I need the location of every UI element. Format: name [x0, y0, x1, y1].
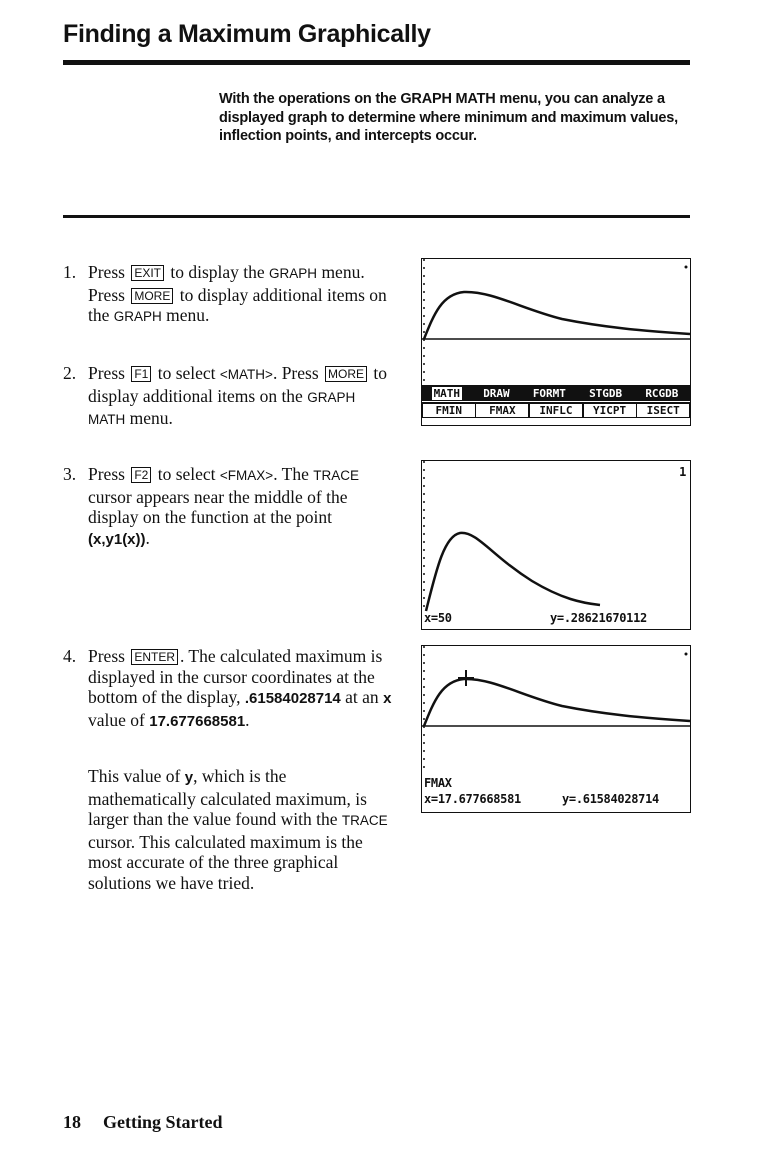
point-notation: (x,y1(x)) [88, 530, 146, 548]
x-value: 17.677668581 [149, 712, 246, 730]
intro-text: With the operations on the GRAPH MATH menu, you can analyze a displayed graph to determine where minimum and maximum values, inflection points, and intercepts occur. [219, 91, 678, 144]
page-footer [63, 1112, 222, 1133]
cursor-y-readout: y=.61584028714 [562, 792, 659, 806]
menu-item-rcgdb[interactable]: RCGDB [645, 386, 679, 400]
menu-item-name: <MATH> [219, 367, 273, 382]
step-text: to display the [170, 262, 265, 282]
menu-item-inflc[interactable]: INFLC [530, 404, 582, 417]
step-text: to display additional items on the [88, 284, 387, 325]
step-2 [63, 363, 393, 431]
menu-name: GRAPH [113, 309, 162, 324]
menu-item-stgdb[interactable]: STGDB [589, 386, 623, 400]
step-text: . [245, 709, 250, 730]
step-text: Press [88, 464, 125, 484]
menu-item-fmax[interactable]: FMAX [476, 404, 528, 417]
f1-key: F1 [131, 366, 151, 382]
step-text: Press [88, 646, 125, 666]
calculator-screen-graph-menu [421, 258, 691, 426]
cursor-x-readout: x=50 [424, 611, 452, 625]
menu-name: GRAPH MATH [88, 389, 356, 427]
menu-name: GRAPH [269, 266, 318, 281]
step-4 [63, 646, 393, 732]
menu-item-math[interactable]: MATH [433, 386, 461, 400]
menu-item-draw[interactable]: DRAW [483, 386, 510, 400]
equation-indicator: 1 [679, 465, 686, 479]
step-1 [63, 262, 393, 328]
trace-cursor [458, 670, 474, 686]
step-text: to display additional items on the [88, 363, 388, 406]
step-text: Press [88, 363, 125, 383]
menu-item-name: <FMAX> [219, 468, 274, 483]
enter-key: ENTER [131, 649, 178, 665]
trace-label: TRACE [313, 468, 359, 483]
section-name: Getting Started [103, 1112, 223, 1132]
graph-plot [422, 646, 690, 812]
x-variable: x [383, 690, 392, 707]
f2-key: F2 [131, 467, 151, 483]
more-key: MORE [325, 366, 367, 382]
step-text: . The calculated maximum is displayed in the cursor coordinates at the bottom of the display, [88, 646, 383, 707]
step-text: at an [345, 687, 379, 707]
para-text: , which is the mathematically calculated maximum, is larger than the value found with the [88, 766, 367, 829]
trace-label: TRACE [341, 813, 388, 828]
menu-item-fmin[interactable]: FMIN [423, 404, 475, 417]
menu-item-isect[interactable]: ISECT [637, 404, 689, 417]
cursor-x-readout: x=17.677668581 [424, 792, 521, 806]
exit-key: EXIT [131, 265, 164, 281]
step-text: menu. Press [88, 262, 365, 305]
calculator-screen-trace [421, 460, 691, 630]
para-text: cursor. This calculated maximum is the most accurate of the three graphical solutions we have tried. [88, 831, 363, 893]
step-text: . Press [272, 363, 319, 383]
step-text: value of [88, 709, 145, 730]
cursor-y-readout: y=.28621670112 [550, 611, 647, 625]
step-text: menu. [129, 408, 173, 428]
function-curve [424, 679, 690, 726]
menu-item-yicpt[interactable]: YICPT [584, 404, 636, 417]
step-text: cursor appears near the middle of the display on the function at the point [88, 486, 348, 527]
math-menu-row [422, 402, 690, 418]
step-3 [63, 464, 393, 550]
section-rule [63, 215, 690, 218]
top-rule [63, 60, 690, 65]
page-number: 18 [63, 1112, 81, 1132]
graph-plot [422, 461, 690, 629]
max-value: .61584028714 [244, 690, 341, 707]
step-text: . The [273, 464, 309, 484]
step-text: to select [157, 464, 216, 484]
function-curve [424, 292, 690, 339]
fmax-label: FMAX [424, 776, 452, 790]
step-text: to select [157, 363, 216, 383]
step-number: 2. [63, 363, 77, 383]
function-curve [426, 533, 600, 611]
step-number: 4. [63, 646, 77, 666]
step-text: . [145, 527, 150, 548]
step-text: menu. [166, 305, 210, 325]
graph-menu-row [422, 385, 690, 401]
page-title: Finding a Maximum Graphically [63, 20, 431, 48]
more-key: MORE [131, 288, 173, 304]
step-number: 1. [63, 262, 77, 282]
explanation-paragraph [88, 766, 388, 893]
step-text: Press [88, 262, 125, 282]
calculator-screen-fmax [421, 645, 691, 813]
y-variable: y [184, 769, 194, 786]
para-text: This value of [88, 766, 181, 786]
menu-item-formt[interactable]: FORMT [532, 386, 566, 400]
step-number: 3. [63, 464, 77, 484]
